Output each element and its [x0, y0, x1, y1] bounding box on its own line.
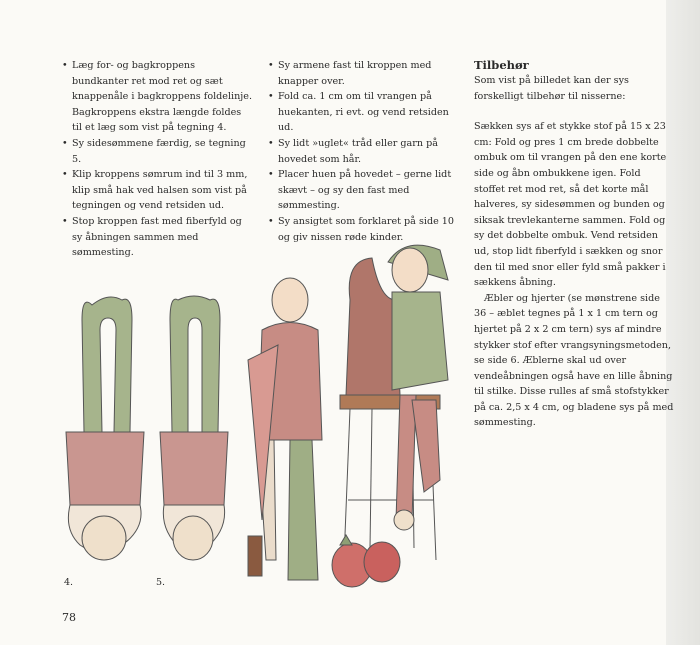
sitting-gnome: [388, 245, 448, 530]
list-item: • Klip kroppens sømrum ind til 3 mm, klip små hak ved halsen som vist på tegningen og vend retsiden ud.: [62, 167, 252, 214]
figure-caption: 5.: [156, 577, 166, 588]
sack-paragraph: Sækken sys af et stykke stof på 15 x 23 cm: Fold og pres 1 cm brede dobbelte ombuk om til vrangen på den ene korte side og åbn ombukkene igen. Fold stoffet ret mod ret, så det korte mål halveres, sy sidesømmen og bunden og siksak trevlekanterne sammen. Fold og sy det dobbelte ombuk. Vend retsiden ud, stop lidt fiberfyld i sækken og snor den til med snor eller fyld små pakker i sækkens åbning.: [474, 121, 667, 289]
list-item: • Sy ansigtet som forklaret på side 10 og giv nissen røde kinder.: [268, 214, 458, 245]
apples-paragraph: Æbler og hjerter (se mønstrene side 36 – æblet tegnes på 1 x 1 cm tern og hjertet på 2 x 2 cm tern) sys af mindre stykker stof efter vrangsyningsmetoden, se side 6. Æblerne skal ud over vendeåbningen også have en lille åbning til stilke. Disse rulles af små stofstykker på ca. 2,5 x 4 cm, og bladene sys på med sømmesting.: [474, 292, 674, 429]
list-item: • Læg for- og bagkroppens bundkanter ret mod ret og sæt knappenåle i bagkroppens foldelinje. Bagkroppens ekstra længde foldes til et læg som vist på tegning 4.: [62, 58, 252, 136]
figure-4-body: [66, 297, 144, 560]
figure-5-body: [160, 296, 228, 560]
list-item: • Sy sidesømmene færdig, se tegning 5.: [62, 136, 252, 167]
list-item: • Placer huen på hovedet – gerne lidt skævt – og sy den fast med sømmesting.: [268, 167, 458, 214]
intro-paragraph: Som vist på billedet kan der sys forskelligt tilbehør til nisserne:: [474, 75, 629, 102]
page-number: 78: [62, 611, 76, 624]
gnome-figure: [248, 278, 322, 580]
list-item: • Sy armene fast til kroppen med knapper over.: [268, 58, 458, 89]
apples: [332, 535, 400, 587]
list-item: • Stop kroppen fast med fiberfyld og sy åbningen sammen med sømmesting.: [62, 214, 252, 261]
list-item: • Sy lidt »uglet« tråd eller garn på hovedet som hår.: [268, 136, 458, 167]
list-item: • Fold ca. 1 cm om til vrangen på huekanten, ri evt. og vend retsiden ud.: [268, 89, 458, 136]
figure-caption: 4.: [64, 577, 74, 588]
section-heading: Tilbehør: [474, 58, 529, 72]
